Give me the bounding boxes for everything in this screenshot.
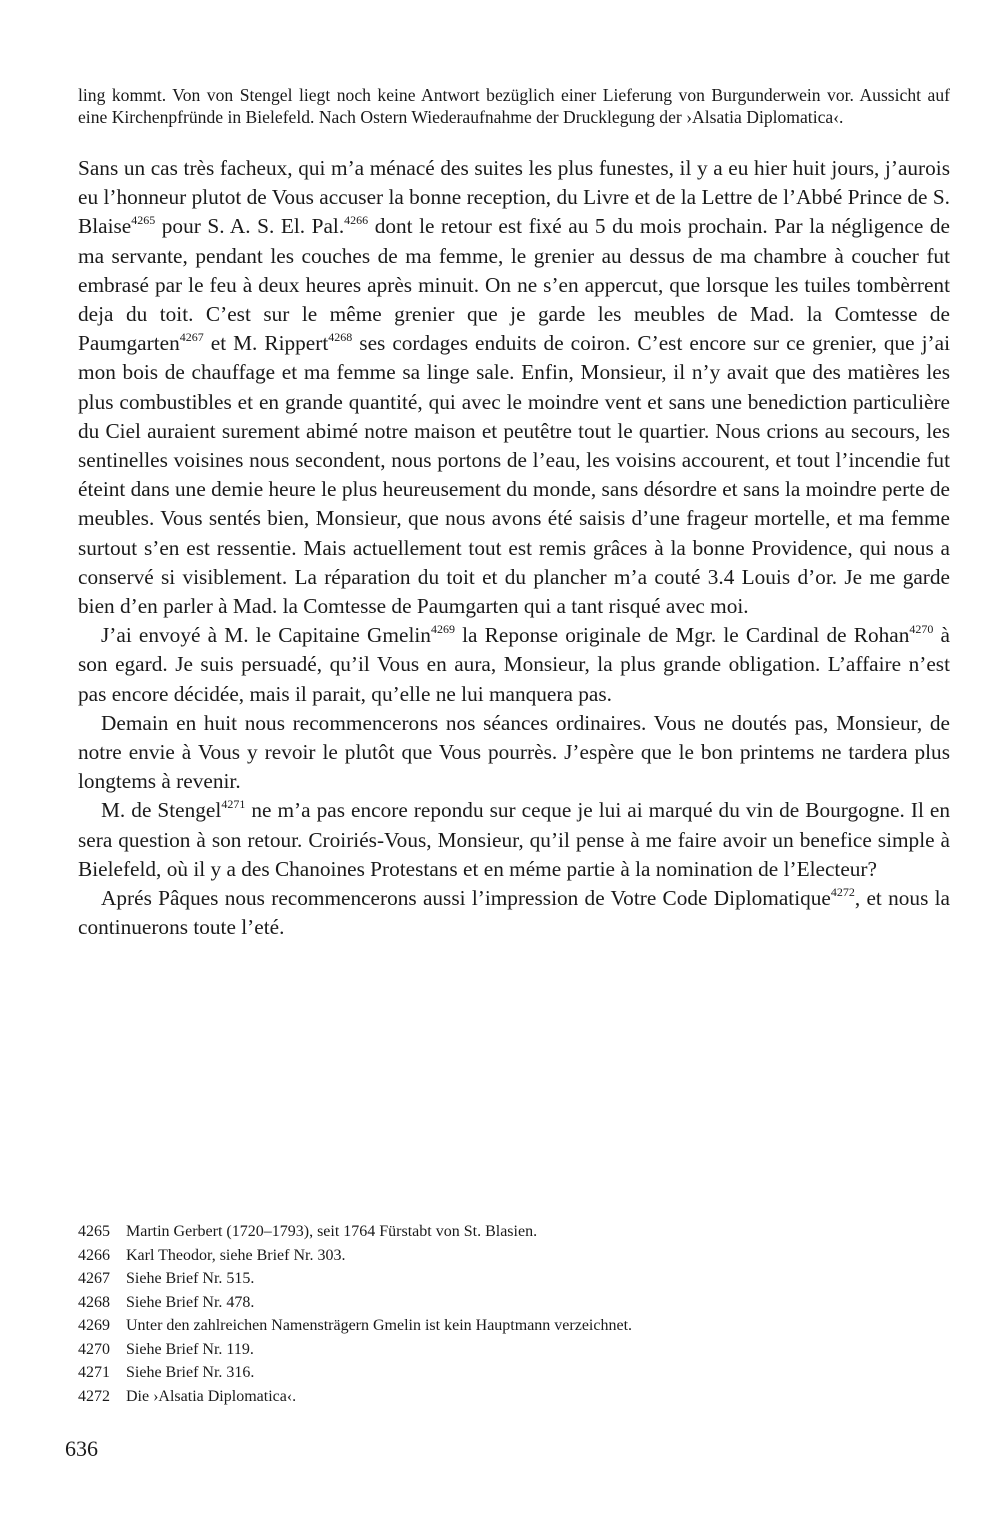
footnote [78, 1244, 950, 1268]
footnote-number: 4271 [78, 1364, 110, 1381]
footnote-ref: 4267 [179, 330, 204, 345]
page-number: 636 [65, 1436, 98, 1461]
footnote-number: 4270 [78, 1340, 110, 1358]
paragraph-3 [78, 709, 950, 797]
footnote-number: 4266 [78, 1246, 110, 1264]
footnote-ref: 4271 [221, 797, 246, 812]
footnote [78, 1314, 950, 1338]
footnote [78, 1291, 950, 1315]
footnote-number: 4265 [78, 1223, 110, 1240]
footnote-text: Siehe Brief Nr. 515. [126, 1270, 255, 1287]
paragraph-4 [78, 796, 950, 884]
text: M. de Stengel [101, 798, 222, 823]
footnote-number: 4267 [78, 1270, 110, 1287]
footnote-text: Siehe Brief Nr. 478. [126, 1293, 255, 1311]
text: Demain en huit nous recommencerons nos séances ordinaires. Vous ne doutés pas, Monsieur, de notre envie à Vous y revoir le plutôt que Vous pourrès. J’espère que le bon printems ne tardera plus longtems à revenir. [78, 710, 950, 794]
footnote [78, 1361, 950, 1385]
footnote-number: 4268 [78, 1293, 110, 1311]
footnote-number: 4269 [78, 1317, 110, 1334]
footnote-ref: 4265 [131, 213, 156, 228]
letter-summary: ling kommt. Von von Stengel liegt noch keine Antwort bezüglich einer Lieferung von Burgunderwein vor. Aussicht auf eine Kirchenpfründe in Bielefeld. Nach Ostern Wiederaufnahme der Drucklegung der ›Alsatia Diplomatica‹. [78, 85, 950, 127]
footnote [78, 1220, 950, 1244]
footnote-ref: 4272 [830, 884, 855, 899]
footnote-text: Karl Theodor, siehe Brief Nr. 303. [126, 1246, 346, 1264]
footnote-text: Die ›Alsatia Diplomatica‹. [126, 1387, 297, 1405]
footnote [78, 1338, 950, 1362]
paragraph-5 [78, 884, 950, 942]
text: et M. Rippert [203, 331, 329, 356]
text: Aprés Pâques nous recommencerons aussi l’impression de Votre Code Diplomatique [101, 886, 831, 911]
text: Sans un cas très facheux, qui m’a ménacé des suites les plus funestes, il y a eu hier huit jours, j’aurois eu l’honneur plutot de Vous accuser la bonne reception, du Livre et de la Lettre de l’Abbé Prince de S. Blaise [78, 156, 950, 239]
text: , et nous la continuerons toute l’eté. [78, 886, 950, 940]
footnotes [78, 1220, 950, 1408]
text: dont le retour est fixé au 5 du mois prochain. Par la négligence de ma servante, pendant les couches de ma femme, le grenier au dessus de ma chambre à coucher fut embrasé par le feu à deux heures après minuit. On ne s’en appercut, que lorsque les tuiles tombèrrent deja du toit. C’est sur le même grenier que je garde les meubles de Mad. la Comtesse de Paumgarten [78, 214, 950, 356]
footnote-text: Unter den zahlreichen Namensträgern Gmelin ist kein Hauptmann verzeichnet. [126, 1317, 633, 1334]
text: ne m’a pas encore repondu sur ceque je lui ai marqué du vin de Bourgogne. Il en sera question à son retour. Croiriés-Vous, Monsieur, qu’il pense à me faire avoir un benefice simple à Bielefeld, où il y a des Chanoines Protestans et en méme partie à la nomination de l’Electeur? [78, 798, 951, 881]
page-content [78, 84, 950, 942]
text: à son egard. Je suis persuadé, qu’il Vous en aura, Monsieur, la plus grande obligation. L’affaire n’est pas encore décidée, mais il parait, qu’elle ne lui manquera pas. [78, 623, 950, 706]
footnote-text: Siehe Brief Nr. 316. [126, 1364, 255, 1381]
text: J’ai envoyé à M. le Capitaine Gmelin [101, 623, 431, 648]
footnote-ref: 4268 [328, 330, 353, 345]
text: pour S. A. S. El. Pal. [155, 214, 345, 239]
paragraph-1 [78, 154, 950, 621]
footnote-ref: 4270 [909, 622, 934, 637]
footnote-text: Martin Gerbert (1720–1793), seit 1764 Fürstabt von St. Blasien. [126, 1223, 538, 1240]
footnote [78, 1267, 950, 1291]
footnote-ref: 4269 [430, 622, 455, 637]
footnote-ref: 4266 [344, 213, 369, 228]
text: ses cordages enduits de coiron. C’est encore sur ce grenier, que j’ai mon bois de chauffage et ma femme sa linge sale. Enfin, Monsieur, il n’y avait que des matières les plus combustibles et en grande quantité, qui avec le moindre vent et sans une benediction particulière du Ciel auraient surement abimé notre maison et peutêtre tout le quartier. Nous crions au secours, les sentinelles voisines nous secondent, nous portons de l’eau, les voisins accourent, et tout l’incendie fut éteint dans une demie heure le plus heureusement du monde, sans désordre et sans la moindre perte de meubles. Vous sentés bien, Monsieur, que nous avons été saisis d’une frageur mortelle, et ma femme surtout s’en est ressentie. Mais actuellement tout est remis grâces à la bonne Providence, qui nous a conservé si visiblement. La réparation du toit et du plancher m’a couté 3.4 Louis d’or. Je me garde bien d’en parler à Mad. la Comtesse de Paumgarten qui a tant risqué avec moi. [78, 331, 950, 619]
footnote [78, 1385, 950, 1409]
text: la Reponse originale de Mgr. le Cardinal de Rohan [454, 623, 910, 648]
paragraph-2 [78, 621, 950, 709]
footnote-number: 4272 [78, 1387, 110, 1405]
footnote-text: Siehe Brief Nr. 119. [126, 1340, 254, 1358]
letter-body [78, 154, 950, 942]
